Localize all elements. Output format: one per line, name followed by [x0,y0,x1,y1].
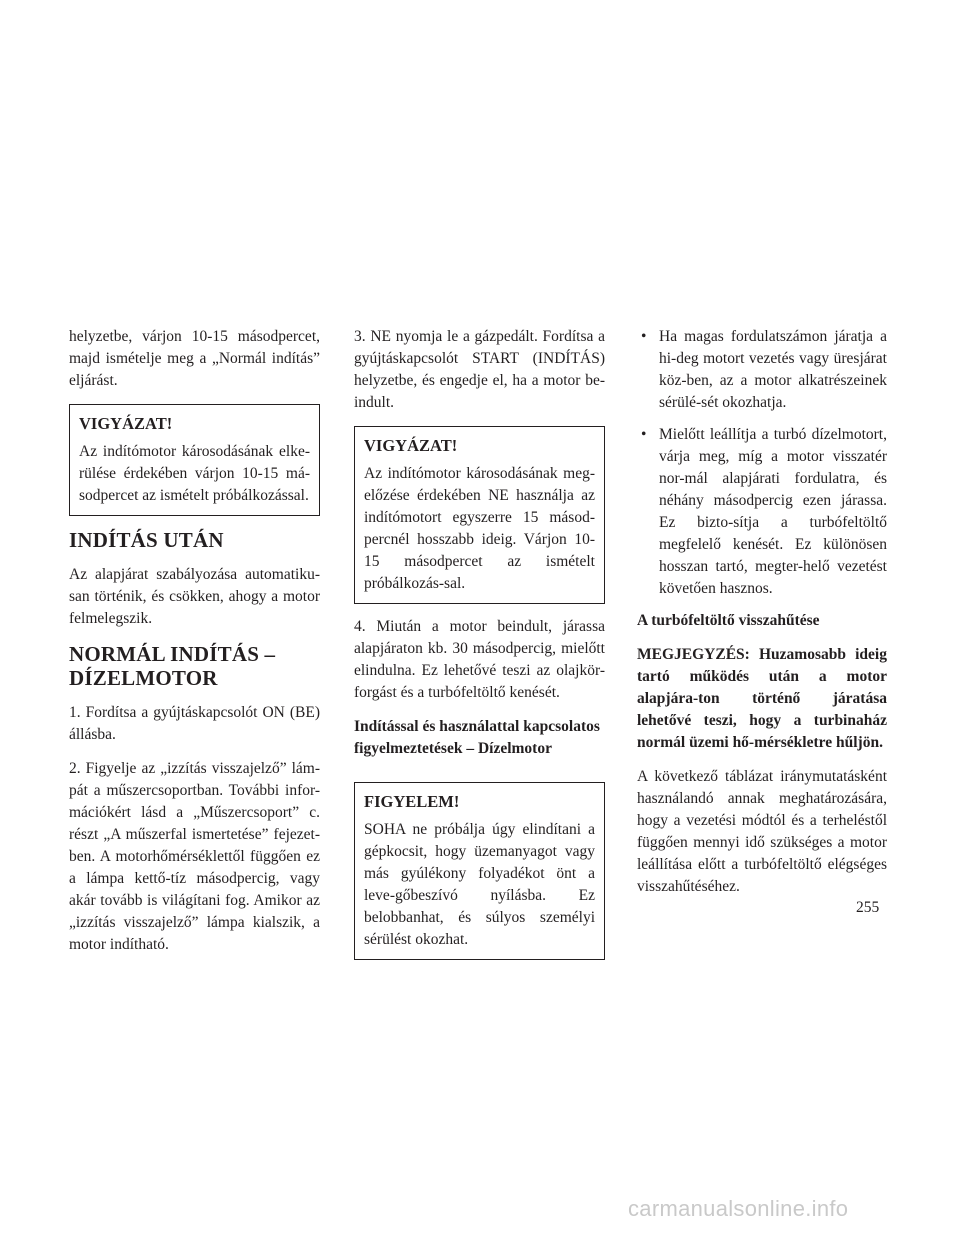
step-2: 2. Figyelje az „izzítás visszajelző” lám-pát a műszercsoportban. További infor-mációkért lásd a „Műszercsoport” c. részt „A műszerfal ismertetése” fejezet-ben. A motorhőmérséklettől függően ez a lámpa kettő-tíz másodpercig, vagy akár tovább is világítani fog. Amikor az „izzítás visszajelző” lámpa kialszik, a motor indítható. [69,760,320,953]
heading-line-2: DÍZELMOTOR [69,666,218,690]
warning-text: SOHA ne próbálja úgy elindítani a gépkocsit, hogy üzemanyagot vagy más gyúlékony folyadékot önt a leve-gőbeszívó nyílásba. Ez belobbanhat, és súlyos személyi sérülést okozhat. [364,821,595,948]
caution-text-1: Az indítómotor károsodásának elke-rülése érdekében várjon 10-15 má-sodpercet az ismételt próbálkozással. [79,443,310,504]
caution-box-1 [69,404,320,516]
warnings-subheading: Indítással és használattal kapcsolatos figyelmeztetések – Dízelmotor [354,718,600,757]
warning-title: FIGYELEM! [364,792,460,811]
bullet-list [637,326,887,600]
column-right [637,326,887,910]
heading-normal-start-diesel [69,642,320,690]
step-4: 4. Miután a motor beindult, járassa alapjáraton kb. 30 másodpercig, mielőtt elindulna. Ez lehetővé teszi az olajkör-forgást és a turbófeltöltő kenését. [354,618,605,701]
caution-box-2 [354,426,605,604]
caution-title-2: VIGYÁZAT! [364,436,458,455]
page-number: 255 [856,899,880,916]
caution-text-2: Az indítómotor károsodásának meg-előzése érdekében NE használja az indítómotort egyszerre 15 másod-percnél hosszabb ideig. Várjon 10-15 másodpercet az ismételt próbálkozás-sal. [364,465,595,592]
watermark: carmanualsonline.info [628,1196,849,1221]
table-intro-paragraph: A következő táblázat iránymutatásként használandó annak meghatározására, hogy a vezetési módtól és a terheléstől függően mennyi idő szükséges a motor leállítása előtt a turbófeltöltő elégséges visszahűtéséhez. [637,768,887,895]
warning-box [354,782,605,960]
note-paragraph: MEGJEGYZÉS: Huzamosabb ideig tartó működés után a motor alapjára-ton történő járatása lehetővé teszi, hogy a turbinaház normál üzemi hő-mérsékletre hűljön. [637,646,887,751]
column-middle [354,326,605,972]
heading-after-start: INDÍTÁS UTÁN [69,528,224,552]
bullet-item: • Mielőtt leállítja a turbó dízelmotort, várja meg, míg a motor visszatér nor-mál alapjárati fordulatra, és néhány másodpercig ezen járassa. Ez bizto-sítja a turbófeltöltő megfelelő kenését. Ez különösen hosszan tartó, megter-helő vezetést követően hasznos. [637,424,887,600]
step-1: 1. Fordítsa a gyújtáskapcsolót ON (BE) állásba. [69,704,320,743]
heading-line-1: NORMÁL INDÍTÁS – [69,642,276,666]
turbo-cooldown-subheading: A turbófeltöltő visszahűtése [637,612,820,629]
caution-title-1: VIGYÁZAT! [79,414,173,433]
bullet-item: • Ha magas fordulatszámon járatja a hi-deg motort vezetés vagy üresjárat köz-ben, az a motor alkatrészeinek sérülé-sét okozhatja. [637,326,887,414]
idle-paragraph: Az alapjárat szabályozása automatiku-san történik, és csökken, ahogy a motor felmelegszik. [69,566,320,627]
column-left [69,326,320,968]
intro-paragraph: helyzetbe, várjon 10-15 másodpercet, majd ismételje meg a „Normál indítás” eljárást. [69,328,320,389]
step-3: 3. NE nyomja le a gázpedált. Fordítsa a gyújtáskapcsolót START (INDÍTÁS) helyzetbe, és engedje el, ha a motor be-indult. [354,328,605,411]
